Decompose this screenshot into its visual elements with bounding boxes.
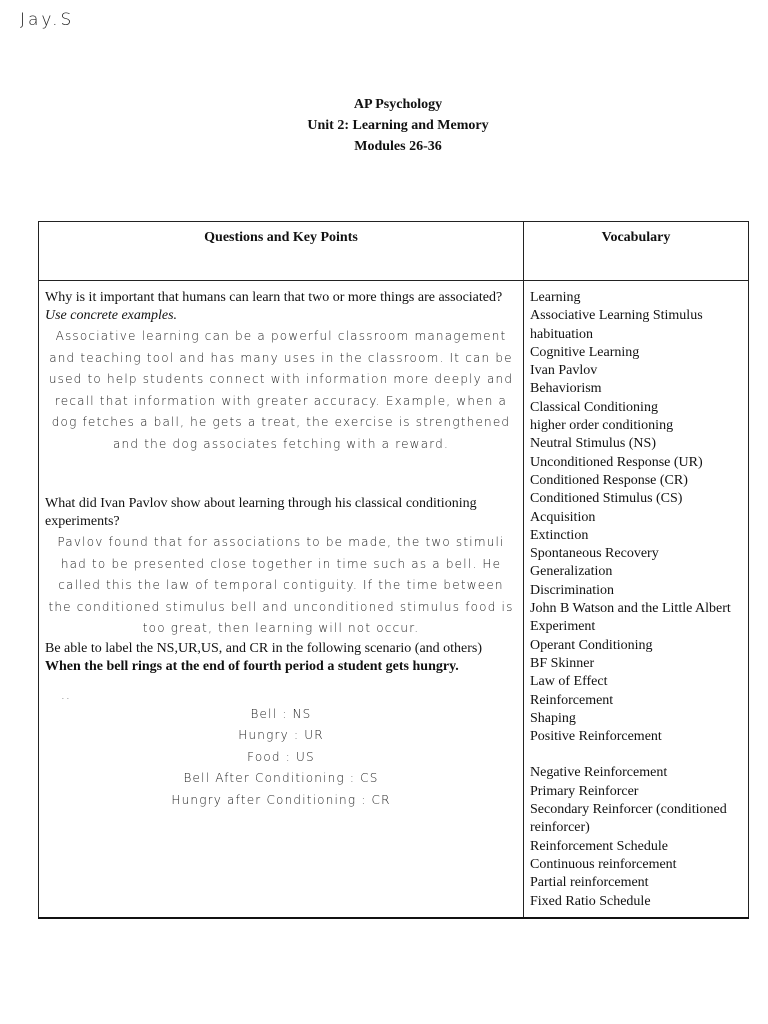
scenario-labels	[45, 704, 517, 812]
vocab-item: Spontaneous Recovery	[530, 546, 659, 562]
vocab-item: Secondary Reinforcer (conditioned reinforcer)	[530, 802, 727, 836]
vocab-item: Acquisition	[530, 509, 596, 525]
label-line: Bell After Conditioning : CS	[183, 771, 379, 785]
vocab-item: Shaping	[530, 710, 576, 726]
vocab-gap	[530, 746, 742, 764]
vocab-item: BF Skinner	[530, 655, 595, 671]
vocab-item: Behaviorism	[530, 381, 602, 397]
vocab-item: Associative Learning Stimulus	[530, 308, 703, 324]
spacer	[45, 455, 517, 495]
vocab-item: higher order conditioning	[530, 418, 674, 434]
modules-title: Modules 26-36	[354, 139, 442, 154]
author-name: Jay.S	[20, 10, 75, 30]
label-line: Bell : NS	[250, 706, 312, 721]
vocab-item: Reinforcement	[530, 692, 614, 708]
vocab-item: Operant Conditioning	[530, 637, 653, 653]
title-block	[0, 94, 768, 157]
vocab-item: Reinforcement Schedule	[530, 838, 669, 854]
vocabulary-cell	[524, 281, 749, 918]
vocab-item: Conditioned Stimulus (CS)	[530, 491, 683, 507]
question-3	[45, 640, 517, 676]
question-3-bold: When the bell rings at the end of fourth period a student gets hungry.	[45, 658, 459, 674]
vocab-item: Neutral Stimulus (NS)	[530, 436, 656, 452]
notes-table	[38, 221, 749, 919]
label-line: Hungry : UR	[238, 728, 324, 742]
vocabulary-list-continued	[530, 764, 742, 910]
question-3-text: Be able to label the NS,UR,US, and CR in the following scenario (and others)	[45, 640, 483, 656]
answer-2: Pavlov found that for associations to be made, the two stimuli had to be presented close together in time such as a bell. He called this the law of temporal contiguity. If the time between the conditioned stimulus bell and unconditioned stimulus food is too great, then learning will not occur.	[48, 535, 514, 635]
vocab-item: Conditioned Response (CR)	[530, 472, 688, 488]
vocab-item: Partial reinforcement	[530, 875, 649, 891]
vocab-item: Primary Reinforcer	[530, 783, 639, 799]
questions-column-header: Questions and Key Points	[39, 222, 524, 281]
vocab-item: Fixed Ratio Schedule	[530, 893, 651, 909]
question-1-text: Why is it important that humans can learn that two or more things are associated?	[45, 290, 503, 305]
unit-title: Unit 2: Learning and Memory	[307, 118, 489, 133]
questions-cell	[39, 281, 524, 918]
vocab-item: Classical Conditioning	[530, 399, 658, 415]
vocab-item: Continuous reinforcement	[530, 856, 677, 872]
vocab-item: habituation	[530, 326, 593, 342]
vocab-item: Discrimination	[530, 582, 614, 598]
header-row	[39, 222, 749, 281]
answer-1: Associative learning can be a powerful classroom management and teaching tool and has many uses in the classroom. It can be used to help students connect with information more deeply and recall that information with greater accuracy. Example, when a dog fetches a ball, he gets a treat, the exercise is strengthened and the dog associates fetching with a reward.	[48, 329, 514, 451]
label-line: Hungry after Conditioning : CR	[171, 792, 391, 807]
vocab-item: Generalization	[530, 564, 613, 580]
vocab-item: Cognitive Learning	[530, 344, 640, 360]
label-line: Food : US	[247, 749, 315, 764]
question-1-emphasis: Use concrete examples.	[45, 308, 178, 323]
vocab-item: Ivan Pavlov	[530, 363, 598, 379]
course-title: AP Psychology	[353, 97, 443, 112]
vocab-item: Learning	[530, 290, 581, 305]
vocabulary-list	[530, 289, 742, 746]
vocabulary-column-header: Vocabulary	[524, 222, 749, 281]
vocab-item: Law of Effect	[530, 674, 608, 690]
question-2: What did Ivan Pavlov show about learning through his classical conditioning experiments?	[45, 496, 477, 529]
question-1	[45, 289, 517, 325]
content-row	[39, 281, 749, 918]
vocab-item: Positive Reinforcement	[530, 729, 662, 745]
vocab-item: Unconditioned Response (UR)	[530, 454, 703, 470]
vocab-item: Negative Reinforcement	[530, 765, 668, 781]
stray-dots: ..	[61, 687, 72, 702]
vocab-item: Extinction	[530, 527, 589, 543]
vocab-item: John B Watson and the Little Albert Experiment	[530, 601, 731, 635]
